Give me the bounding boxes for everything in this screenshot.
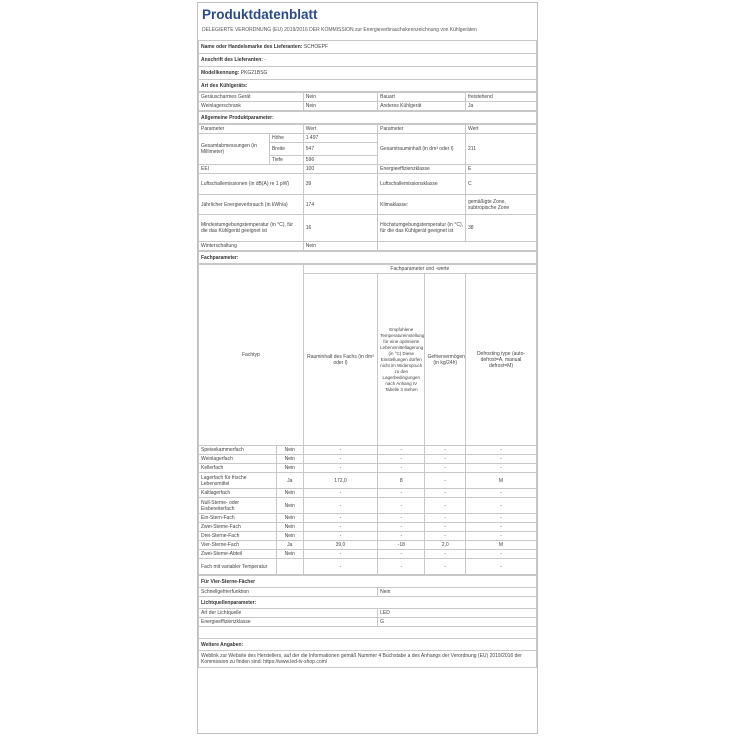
dim-value: 596 bbox=[303, 156, 377, 165]
col-value: Wert bbox=[466, 125, 537, 134]
compartment-volume: - bbox=[303, 523, 377, 532]
compartment-freeze: - bbox=[425, 455, 466, 464]
compartment-volume: 39,0 bbox=[303, 541, 377, 550]
type-label: Geräuscharmes Gerät bbox=[199, 93, 304, 102]
compartment-temp: - bbox=[378, 464, 425, 473]
compartments-heading-table bbox=[198, 251, 537, 264]
compartment-present: Nein bbox=[276, 489, 303, 498]
type-value: freistehend bbox=[466, 93, 537, 102]
dim-value: 1 497 bbox=[303, 134, 377, 143]
model-label: Modellkennung: bbox=[201, 70, 240, 76]
type-value: Ja bbox=[466, 102, 537, 111]
compartment-name: Kaltlagerfach bbox=[199, 489, 277, 498]
compartment-temp: - bbox=[378, 455, 425, 464]
address-label: Anschrift des Lieferanten: bbox=[201, 57, 263, 63]
four-star-heading: Für Vier-Sterne-Fächer bbox=[199, 576, 537, 588]
general-heading-table bbox=[198, 111, 537, 124]
col-parameter: Parameter bbox=[378, 125, 466, 134]
compartment-defrost: - bbox=[465, 498, 536, 514]
compartment-present: Nein bbox=[276, 550, 303, 559]
col-fachtyp: Fachtyp bbox=[199, 265, 304, 446]
compartment-row bbox=[199, 514, 537, 523]
compartment-defrost: - bbox=[465, 559, 536, 575]
compartment-present: Nein bbox=[276, 498, 303, 514]
type-value: Nein bbox=[303, 93, 377, 102]
light-type-label: Art der Lichtquelle bbox=[199, 609, 378, 618]
compartment-temp: - bbox=[378, 498, 425, 514]
compartment-name: Zwei-Sterne-Fach bbox=[199, 523, 277, 532]
compartment-volume: - bbox=[303, 489, 377, 498]
dim-name: Höhe bbox=[269, 134, 303, 143]
compartment-temp: - bbox=[378, 550, 425, 559]
compartment-row bbox=[199, 532, 537, 541]
light-type-value: LED bbox=[378, 609, 537, 618]
compartment-defrost: - bbox=[465, 532, 536, 541]
compartment-volume: - bbox=[303, 532, 377, 541]
quick-freeze-label: Schnellgefrierfunktion bbox=[199, 588, 378, 597]
compartment-freeze: - bbox=[425, 523, 466, 532]
compartment-temp: -18 bbox=[378, 541, 425, 550]
address-row bbox=[199, 54, 537, 67]
model-row bbox=[199, 67, 537, 80]
param-label: Luftschallemissionsklasse bbox=[378, 174, 466, 195]
compartment-defrost: M bbox=[465, 541, 536, 550]
compartment-present: Nein bbox=[276, 514, 303, 523]
model-value: PKG21BSG bbox=[240, 70, 268, 76]
further-text: Weblink zur Website des Herstellers, auf der die Informationen gemäß Nummer 4 Buchstabe a des Anhangs der Verordnung (EU) 2019/2016 der Kommission zu finden sind: https://www.led-tv-shop.com/ bbox=[199, 651, 537, 668]
supplier-table bbox=[198, 40, 537, 92]
compartment-name: Zwei-Sterne-Abteil bbox=[199, 550, 277, 559]
param-value: 39 bbox=[303, 174, 377, 195]
compartment-row bbox=[199, 550, 537, 559]
compartment-present: Nein bbox=[276, 523, 303, 532]
type-label: Weinlagerschrank bbox=[199, 102, 304, 111]
compartment-present: Nein bbox=[276, 464, 303, 473]
compartment-defrost: - bbox=[465, 489, 536, 498]
compartment-volume: - bbox=[303, 455, 377, 464]
four-star-table bbox=[198, 575, 537, 668]
compartment-row bbox=[199, 489, 537, 498]
page-title: Produktdatenblatt bbox=[202, 7, 318, 22]
product-data-sheet bbox=[197, 2, 538, 734]
compartment-volume: - bbox=[303, 464, 377, 473]
compartment-name: Drei-Sterne-Fach bbox=[199, 532, 277, 541]
param-value: E bbox=[466, 165, 537, 174]
param-value: 174 bbox=[303, 195, 377, 215]
general-table bbox=[198, 124, 537, 251]
compartment-volume: - bbox=[303, 446, 377, 455]
compartments-heading: Fachparameter: bbox=[199, 252, 537, 264]
compartment-row bbox=[199, 523, 537, 532]
type-table bbox=[198, 92, 537, 111]
col-defrost: Defrosting type (auto-defrost=A, manual defrost=M) bbox=[465, 274, 536, 446]
compartment-volume: - bbox=[303, 550, 377, 559]
param-label: Luftschallemissionen (in dB(A) re 1 pW) bbox=[199, 174, 304, 195]
col-parameter: Parameter bbox=[199, 125, 304, 134]
compartment-row bbox=[199, 559, 537, 575]
compartment-freeze: - bbox=[425, 514, 466, 523]
compartment-freeze: - bbox=[425, 498, 466, 514]
compartment-temp: 8 bbox=[378, 473, 425, 489]
compartment-freeze: - bbox=[425, 473, 466, 489]
compartment-present: Nein bbox=[276, 455, 303, 464]
compartment-name: Speisekammerfach bbox=[199, 446, 277, 455]
compartment-name: Null-Sterne- oder Eisbereiterfach bbox=[199, 498, 277, 514]
param-label: Höchstumgebungstemperatur (in °C), für die das Kühlgerät geeignet ist bbox=[378, 215, 466, 242]
compartment-volume: 172,0 bbox=[303, 473, 377, 489]
param-label: Klimaklasse: bbox=[378, 195, 466, 215]
col-group-header: Fachparameter und -werte bbox=[303, 265, 536, 274]
general-heading: Allgemeine Produktparameter: bbox=[199, 112, 537, 124]
type-row bbox=[199, 102, 537, 111]
compartment-row bbox=[199, 541, 537, 550]
compartment-row bbox=[199, 455, 537, 464]
compartment-name: Weinlagerfach bbox=[199, 455, 277, 464]
param-value: 38 bbox=[466, 215, 537, 242]
col-freezing: Gefriervermögen (in kg/24h) bbox=[425, 274, 466, 446]
compartment-volume: - bbox=[303, 498, 377, 514]
compartment-defrost: - bbox=[465, 514, 536, 523]
param-label: Energieeffizienzklasse bbox=[378, 165, 466, 174]
brand-row bbox=[199, 41, 537, 54]
light-class-label: Energieeffizienzklasse bbox=[199, 618, 378, 627]
dim-name: Breite bbox=[269, 143, 303, 156]
compartment-defrost: - bbox=[465, 455, 536, 464]
brand-label: Name oder Handelsmarke des Lieferanten: bbox=[201, 44, 303, 50]
compartment-freeze: - bbox=[425, 464, 466, 473]
compartment-volume: - bbox=[303, 514, 377, 523]
compartment-name: Fach mit variabler Temperatur bbox=[199, 559, 277, 575]
empty-cell bbox=[378, 242, 537, 251]
compartment-row bbox=[199, 498, 537, 514]
param-value: 100 bbox=[303, 165, 377, 174]
param-label: Jährlicher Energieverbrauch (in kWh/a) bbox=[199, 195, 304, 215]
compartment-freeze: - bbox=[425, 532, 466, 541]
brand-value: SCHOEPF bbox=[303, 44, 328, 50]
compartment-present: Nein bbox=[276, 532, 303, 541]
compartment-name: Kellerfach bbox=[199, 464, 277, 473]
compartment-temp: - bbox=[378, 532, 425, 541]
type-value: Nein bbox=[303, 102, 377, 111]
compartment-defrost: - bbox=[465, 550, 536, 559]
param-label: EEI bbox=[199, 165, 304, 174]
dimensions-label: Gesamtabmessungen (in Millimeter) bbox=[199, 134, 270, 165]
type-label: Anderes Kühlgerät bbox=[378, 102, 466, 111]
compartment-temp: - bbox=[378, 559, 425, 575]
param-value: 16 bbox=[303, 215, 377, 242]
compartment-present bbox=[276, 559, 303, 575]
compartment-row bbox=[199, 473, 537, 489]
dim-value: 547 bbox=[303, 143, 377, 156]
compartment-present: Ja bbox=[276, 473, 303, 489]
compartment-freeze: - bbox=[425, 550, 466, 559]
compartment-row bbox=[199, 464, 537, 473]
compartment-defrost: M bbox=[465, 473, 536, 489]
compartment-defrost: - bbox=[465, 464, 536, 473]
quick-freeze-value: Nein bbox=[378, 588, 537, 597]
compartment-name: Lagerfach für frische Lebensmittel bbox=[199, 473, 277, 489]
spacer-row bbox=[199, 627, 537, 639]
compartment-freeze: - bbox=[425, 489, 466, 498]
volume-value: 211 bbox=[466, 134, 537, 165]
compartment-freeze: 2,0 bbox=[425, 541, 466, 550]
compartment-temp: - bbox=[378, 523, 425, 532]
type-row bbox=[199, 93, 537, 102]
col-volume: Rauminhalt des Fachs (in dm³ oder l) bbox=[303, 274, 377, 446]
compartment-defrost: - bbox=[465, 523, 536, 532]
volume-label: Gesamtrauminhalt (in dm³ oder l) bbox=[378, 134, 466, 165]
compartment-volume: - bbox=[303, 559, 377, 575]
compartment-temp: - bbox=[378, 446, 425, 455]
param-value: C bbox=[466, 174, 537, 195]
compartment-freeze: - bbox=[425, 446, 466, 455]
winter-label: Winterschaltung bbox=[199, 242, 304, 251]
compartment-present: Ja bbox=[276, 541, 303, 550]
winter-value: Nein bbox=[303, 242, 377, 251]
param-value: gemäßigte Zone, subtropische Zone bbox=[466, 195, 537, 215]
compartment-name: Vier-Sterne-Fach bbox=[199, 541, 277, 550]
compartments-table bbox=[198, 264, 537, 575]
col-temperature: Empfohlene Temperatureinstellung für eine optimierte Lebensmittellagerung (in °C) Diese Einstellungen dürfen nicht im Widerspruch zu den Lagerbedingungen nach Anhang IV Tabelle 3 stehen bbox=[378, 274, 425, 446]
type-heading: Art des Kühlgeräts: bbox=[199, 80, 537, 92]
compartment-temp: - bbox=[378, 489, 425, 498]
regulation-intro: DELEGIERTE VERORDNUNG (EU) 2019/2016 DER KOMMISSION zur Energieverbrauchskennzeichnung von Kühlgeräten bbox=[202, 27, 477, 33]
dim-name: Tiefe bbox=[269, 156, 303, 165]
further-heading: Weitere Angaben: bbox=[199, 639, 537, 651]
param-label: Mindestumgebungstemperatur (in °C), für die das Kühlgerät geeignet ist bbox=[199, 215, 304, 242]
compartment-temp: - bbox=[378, 514, 425, 523]
compartment-defrost: - bbox=[465, 446, 536, 455]
type-label: Bauart bbox=[378, 93, 466, 102]
compartment-row bbox=[199, 446, 537, 455]
compartment-name: Ein-Stern-Fach bbox=[199, 514, 277, 523]
compartment-present: Nein bbox=[276, 446, 303, 455]
address-value: - bbox=[264, 57, 267, 63]
light-heading: Lichtquellenparameter: bbox=[199, 597, 537, 609]
col-value: Wert bbox=[303, 125, 377, 134]
compartment-freeze: - bbox=[425, 559, 466, 575]
light-class-value: G bbox=[378, 618, 537, 627]
